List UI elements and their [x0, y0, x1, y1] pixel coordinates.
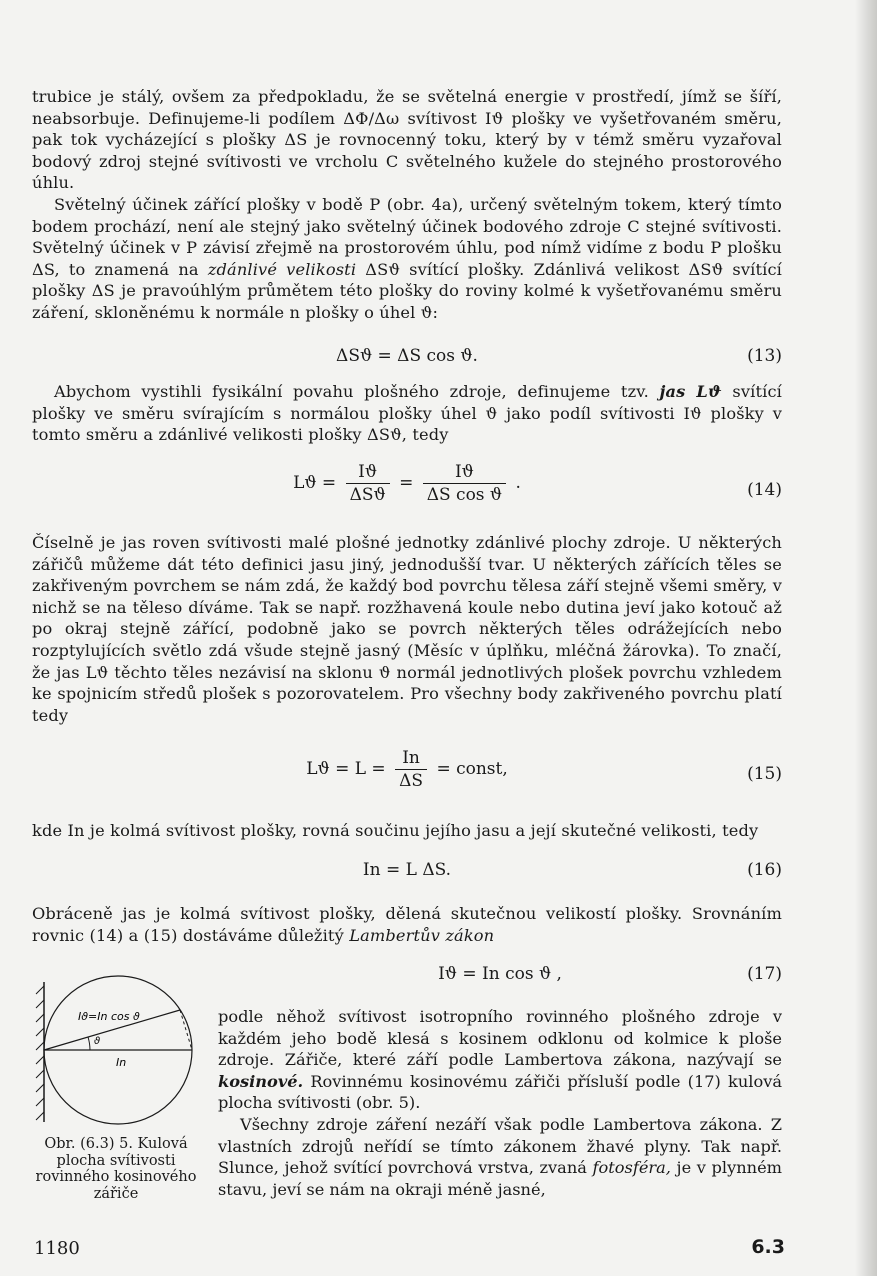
page-number: 1180	[34, 1238, 80, 1259]
label-intensity: Iϑ=In cos ϑ	[78, 1010, 140, 1023]
figure-lambert-sphere	[30, 972, 210, 1132]
text-para5	[32, 820, 782, 842]
equation-13-number: (13)	[747, 346, 782, 366]
equation-16-number: (16)	[747, 860, 782, 880]
paragraph-6: Obráceně jas je kolmá svítivost plošky, dělená skutečnou velikostí plošky. Srovnáním rovnic (14) a (15) dostáváme důležitý Lambertův zákon	[32, 904, 782, 945]
text-side	[218, 1006, 782, 1200]
equation-17: Iϑ = In cos ϑ , (17)	[438, 964, 782, 984]
equation-14-number: (14)	[747, 480, 782, 500]
equation-15: Lϑ = L = $\frac{In}{\Delta S}$ = const, (15)	[306, 748, 782, 791]
text-para6	[32, 903, 782, 946]
equation-16: In = L ΔS. (16)	[362, 860, 782, 880]
section-number: 6.3	[751, 1236, 785, 1258]
paragraph-8: Všechny zdroje záření nezáří však podle Lambertova zákona. Z vlastních zdrojů neřídí se tímto zákonem žhavé plyny. Tak např. Slunce, jehož svítící povrchová vrstva, zvaná fotosféra, je v plynném stavu, jeví se nám na okraji méně jasné,	[218, 1114, 782, 1199]
text-para3	[32, 381, 782, 446]
paragraph-7: podle něhož svítivost isotropního rovinného plošného zdroje v každém jeho bodě klesá s kosinem odklonu od kolmice k ploše zdroje. Zářiče, které září podle Lambertova zákona, nazývají se kosinové. Rovinnému kosinovému zářiči přísluší podle (17) kulová plocha svítivosti (obr. 5).	[218, 1007, 782, 1113]
paragraph-4: Číselně je jas roven svítivosti malé plošné jednotky zdánlivé plochy zdroje. U některých zářičů můžeme dát této definici jasu jiný, jednodušší tvar. U některých zářících těles se zakřiveným povrchem se nám zdá, že každý bod povrchu tělesa září stejně všemi směry, v nichž se na těleso díváme. Tak se např. rozžhavená koule nebo dutina jeví jako kotouč až po okraj stejně zářící, podobně jako se povrch některých těles odrážejících nebo rozptylujících světlo zdá všude stejně jasný (Měsíc v úplňku, mléčná žárovka). To značí, že jas Lϑ těchto těles nezávisí na sklonu ϑ normál jednotlivých plošek povrchu vzhledem ke spojnicím středů plošek s pozorovatelem. Pro všechny body zakřiveného povrchu platí tedy	[32, 533, 783, 725]
label-theta: ϑ	[94, 1036, 101, 1047]
equation-15-number: (15)	[747, 764, 782, 784]
angle-arc	[88, 1037, 90, 1050]
paragraph-2: Světelný účinek zářící plošky v bodě P (obr. 4a), určený světelným tokem, který tímto bodem prochází, není ale stejný jako světelný účinek bodového zdroje C stejné svítivosti. Světelný účinek v P závisí zřejmě na prostorovém úhlu, pod nímž vidíme z bodu P plošku ΔS, to znamená na zdánlivé velikosti ΔSϑ svítící plošky. Zdánlivá velikost ΔSϑ svítící plošky ΔS je pravoúhlým průmětem této plošky do roviny kolmé k vyšetřovanému směru záření, skloněnému k normále n plošky o úhel ϑ:	[32, 194, 782, 322]
paragraph-1: trubice je stálý, ovšem za předpokladu, že se světelná energie v prostředí, jímž se šíří, neabsorbuje. Definujeme-li podílem ΔΦ/Δω svítivost Iϑ plošky ve vyšetřovaném směru, pak tok vycházející s plošky ΔS je rovnocenný toku, který by v témž směru vyzařoval bodový zdroj stejné svítivosti ve vrcholu C světelného kužele do stejného prostorového úhlu.	[32, 87, 782, 193]
page-edge-shadow	[855, 0, 877, 1276]
figure-caption: Obr. (6.3) 5. Kulová plocha svítivosti rovinného kosinového zářiče	[35, 1136, 197, 1202]
plane-hatching	[36, 986, 44, 1120]
equation-14: Lϑ = $\frac{Iϑ}{\text{ΔSϑ}}$ = $\frac{Iϑ}{\text{ΔS cos ϑ}}$ . (14)	[293, 462, 782, 505]
equation-17-number: (17)	[747, 964, 782, 984]
text-para4	[32, 532, 782, 726]
label-in: In	[116, 1056, 127, 1069]
equation-13: ΔSϑ = ΔS cos ϑ. (13)	[336, 346, 782, 366]
text-upper	[32, 86, 782, 324]
paragraph-5: kde In je kolmá svítivost plošky, rovná součinu jejího jasu a její skutečné velikosti, tedy	[32, 821, 759, 840]
paragraph-3: Abychom vystihli fysikální povahu plošného zdroje, definujeme tzv. jas Lϑ svítící plošky ve směru svírajícím s normálou plošky úhel ϑ jako podíl svítivosti Iϑ plošky v tomto směru a zdánlivé velikosti plošky ΔSϑ, tedy	[32, 382, 782, 445]
chord-line	[180, 1010, 192, 1050]
